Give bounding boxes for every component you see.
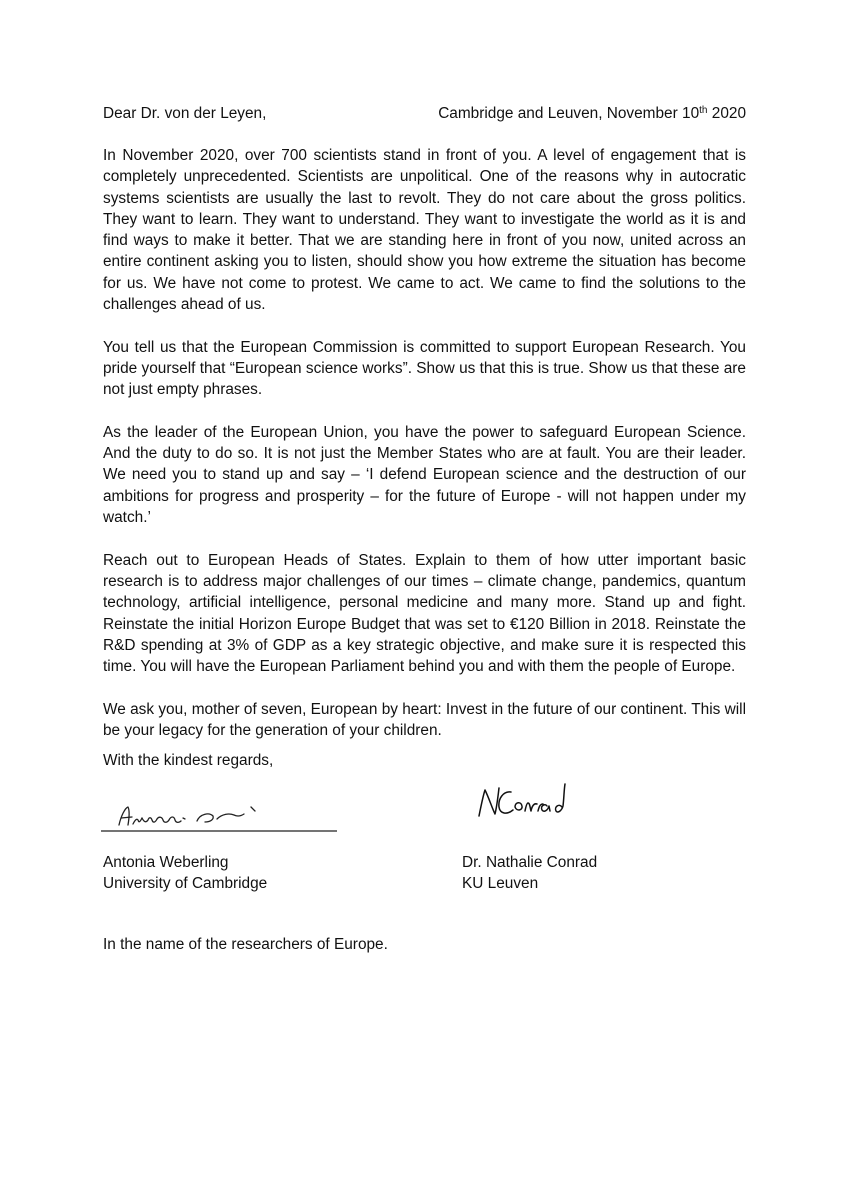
signer-affiliation: KU Leuven	[462, 875, 539, 893]
place-date-suffix: 2020	[707, 105, 746, 122]
handwritten-signature-weberling-icon	[101, 794, 337, 834]
closing-line: With the kindest regards,	[103, 752, 274, 769]
body-paragraph: You tell us that the European Commission is committed to support European Research. You pride yourself that “European science works”. Show us that this is true. Show us that these are not just empty phrases.	[103, 338, 746, 399]
salutation: Dear Dr. von der Leyen,	[103, 105, 267, 122]
handwritten-signature-conrad-icon	[475, 780, 585, 822]
body-paragraph: Reach out to European Heads of States. Explain to them of how utter important basic research is to address major challenges of our times – climate change, pandemics, quantum technology, artificial intelligence, personal medicine and many more. Stand up and fight. Reinstate the initial Horizon Europe Budget that was set to €120 Billion in 2018. Reinstate the R&D spending at 3% of GDP as a key strategic objective, and make sure it is respected this time. You will have the European Parliament behind you and with them the people of Europe.	[103, 551, 746, 676]
letter-page	[103, 0, 746, 1200]
place-date-prefix: Cambridge and Leuven, November 10	[438, 105, 700, 122]
signer-name: Antonia Weberling	[103, 854, 229, 871]
footer-line: In the name of the researchers of Europe.	[103, 936, 388, 953]
body-paragraph: In November 2020, over 700 scientists stand in front of you. A level of engagement that is completely unprecedented. Scientists are unpolitical. One of the reasons why in autocratic systems scientists are usually the last to revolt. They do not care about the gross politics. They want to learn. They want to understand. They want to investigate the world as it is and find ways to make it better. That we are standing here in front of you now, united across an entire continent asking you to listen, should show you how extreme the situation has become for us. We have not come to protest. We came to act. We came to find the solutions to the challenges ahead of us.	[103, 147, 746, 314]
signer-conrad	[462, 852, 597, 895]
signature-area	[103, 780, 746, 850]
place-date-superscript: th	[699, 105, 708, 116]
signer-affiliation: University of Cambridge	[103, 875, 268, 893]
signer-weberling	[103, 852, 267, 895]
place-date	[438, 103, 746, 124]
body-paragraph: As the leader of the European Union, you have the power to safeguard European Science. And the duty to do so. It is not just the Member States who are at fault. You are their leader. We need you to stand up and say – ‘I defend European science and the destruction of our ambitions for progress and prosperity – for the future of Europe - will not happen under my watch.’	[103, 423, 746, 527]
signer-name: Dr. Nathalie Conrad	[462, 854, 598, 871]
body-paragraph: We ask you, mother of seven, European by heart: Invest in the future of our continent. This will be your legacy for the generation of your children.	[103, 700, 746, 740]
letter-header	[103, 103, 746, 125]
letter-body	[103, 145, 746, 763]
